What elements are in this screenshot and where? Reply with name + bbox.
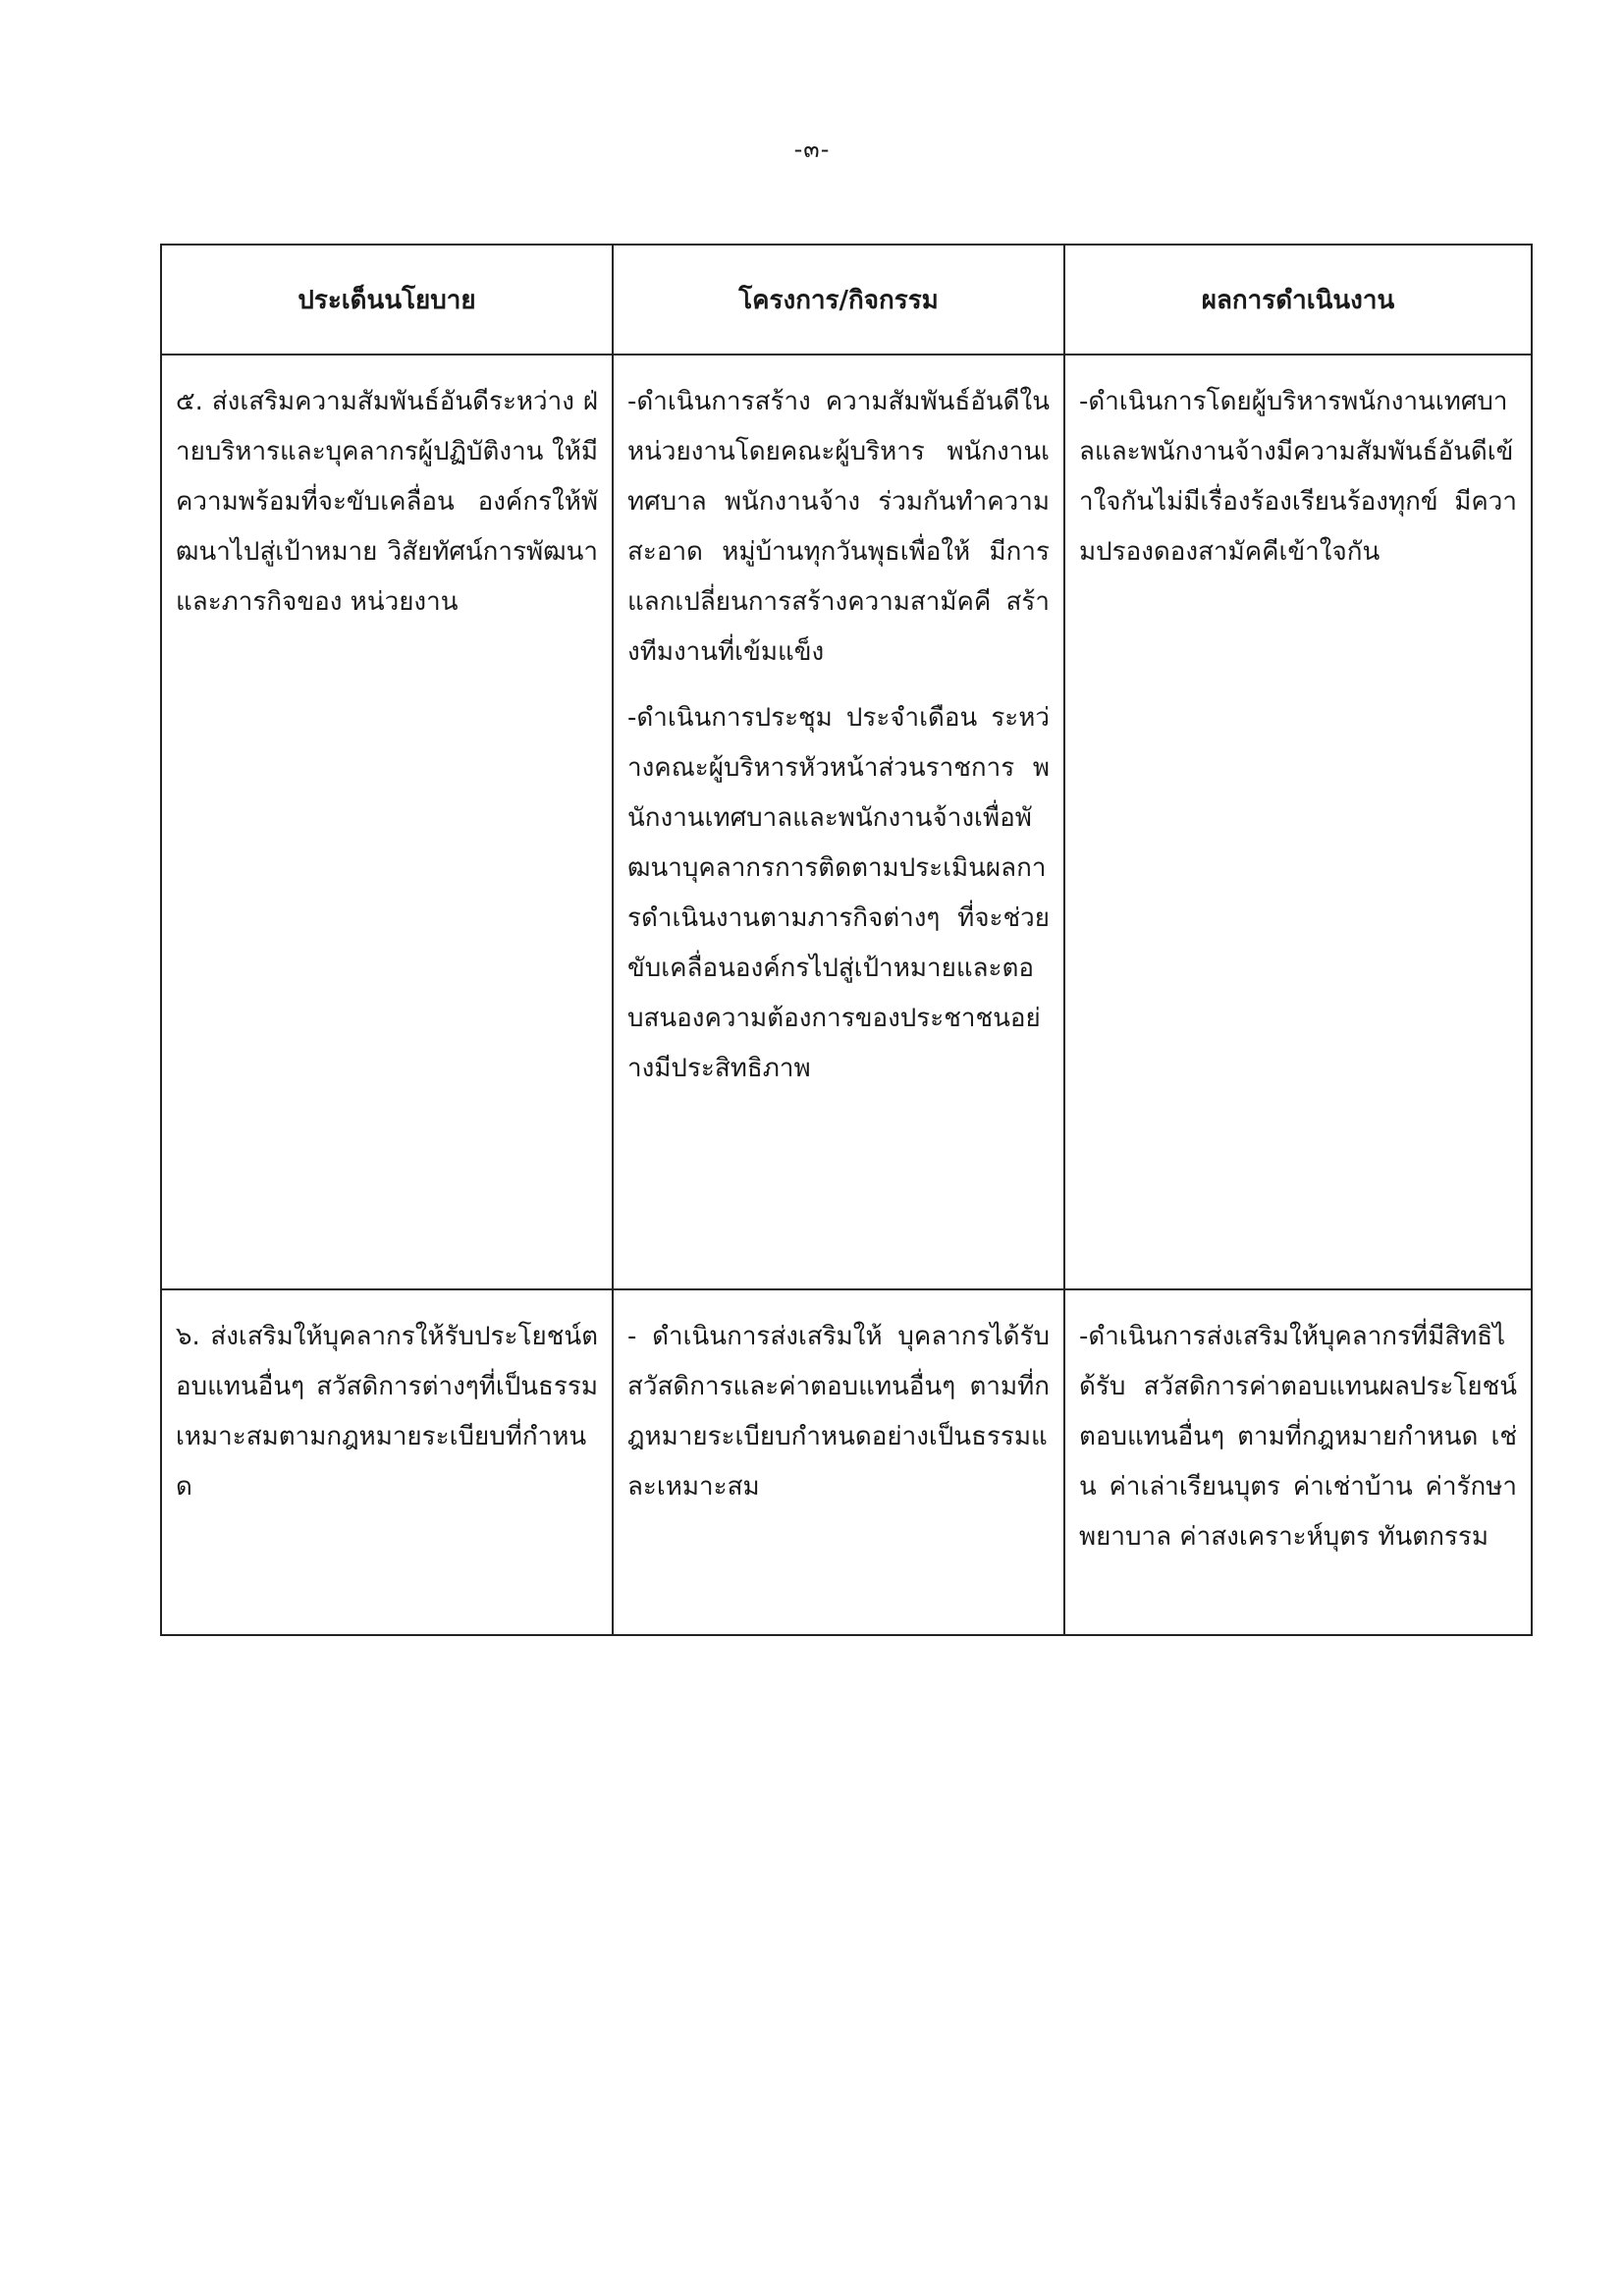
header-project-activity: โครงการ/กิจกรรม	[613, 245, 1064, 355]
policy-cell	[161, 1289, 613, 1635]
project-text: - ดำเนินการส่งเสริมให้ บุคลากรได้รับสวัสดิการและค่าตอบแทนอื่นๆ ตามที่กฎหมายระเบียบกำหนดอย่างเป็นธรรมและเหมาะสม	[627, 1322, 1050, 1502]
table-row	[161, 1289, 1532, 1635]
table-row	[161, 355, 1532, 1289]
result-cell	[1064, 1289, 1532, 1635]
project-cell	[613, 355, 1064, 1289]
project-text: -ดำเนินการประชุม ประจำเดือน ระหว่างคณะผู้บริหารหัวหน้าส่วนราชการ พนักงานเทศบาลและพนักงานจ้างเพื่อพัฒนาบุคลากรการติดตามประเมินผลการดำเนินงานตามภารกิจต่างๆ ที่จะช่วยขับเคลื่อนองค์กรไปสู่เป้าหมายและตอบสนองความต้องการของประชาชนอย่างมีประสิทธิภาพ	[627, 703, 1050, 1083]
header-operation-result: ผลการดำเนินงาน	[1064, 245, 1532, 355]
policy-cell	[161, 355, 613, 1289]
project-cell	[613, 1289, 1064, 1635]
page-number: -๓-	[793, 136, 831, 163]
policy-table	[160, 244, 1533, 1636]
table-header-row	[161, 245, 1532, 355]
policy-text: ๖. ส่งเสริมให้บุคลากรให้รับประโยชน์ตอบแทนอื่นๆ สวัสดิการต่างๆที่เป็นธรรม เหมาะสมตามกฎหมายระเบียบที่กำหนด	[176, 1322, 598, 1502]
policy-text: ๕. ส่งเสริมความสัมพันธ์อันดีระหว่าง ฝ่ายบริหารและบุคลากรผู้ปฏิบัติงาน ให้มีความพร้อมที่จะขับเคลื่อน องค์กรให้พัฒนาไปสู่เป้าหมาย วิสัยทัศน์การพัฒนาและภารกิจของ หน่วยงาน	[176, 387, 598, 617]
project-text: -ดำเนินการสร้าง ความสัมพันธ์อันดีในหน่วยงานโดยคณะผู้บริหาร พนักงานเทศบาล พนักงานจ้าง ร่วมกันทำความ สะอาด หมู่บ้านทุกวันพุธเพื่อให้ มีการ แลกเปลี่ยนการสร้างความสามัคคี สร้างทีมงานที่เข้มแข็ง	[627, 387, 1050, 667]
result-cell	[1064, 355, 1532, 1289]
header-policy-issue: ประเด็นนโยบาย	[161, 245, 613, 355]
result-text: -ดำเนินการโดยผู้บริหารพนักงานเทศบาลและพนักงานจ้างมีความสัมพันธ์อันดีเข้าใจกันไม่มีเรื่องร้องเรียนร้องทุกข์ มีความปรองดองสามัคคีเข้าใจกัน	[1079, 387, 1517, 567]
result-text: -ดำเนินการส่งเสริมให้บุคลากรที่มีสิทธิได้รับ สวัสดิการค่าตอบแทนผลประโยชน์ตอบแทนอื่นๆ ตามที่กฎหมายกำหนด เช่น ค่าเล่าเรียนบุตร ค่าเช่าบ้าน ค่ารักษาพยาบาล ค่าสงเคราะห์บุตร ทันตกรรม	[1079, 1322, 1517, 1552]
